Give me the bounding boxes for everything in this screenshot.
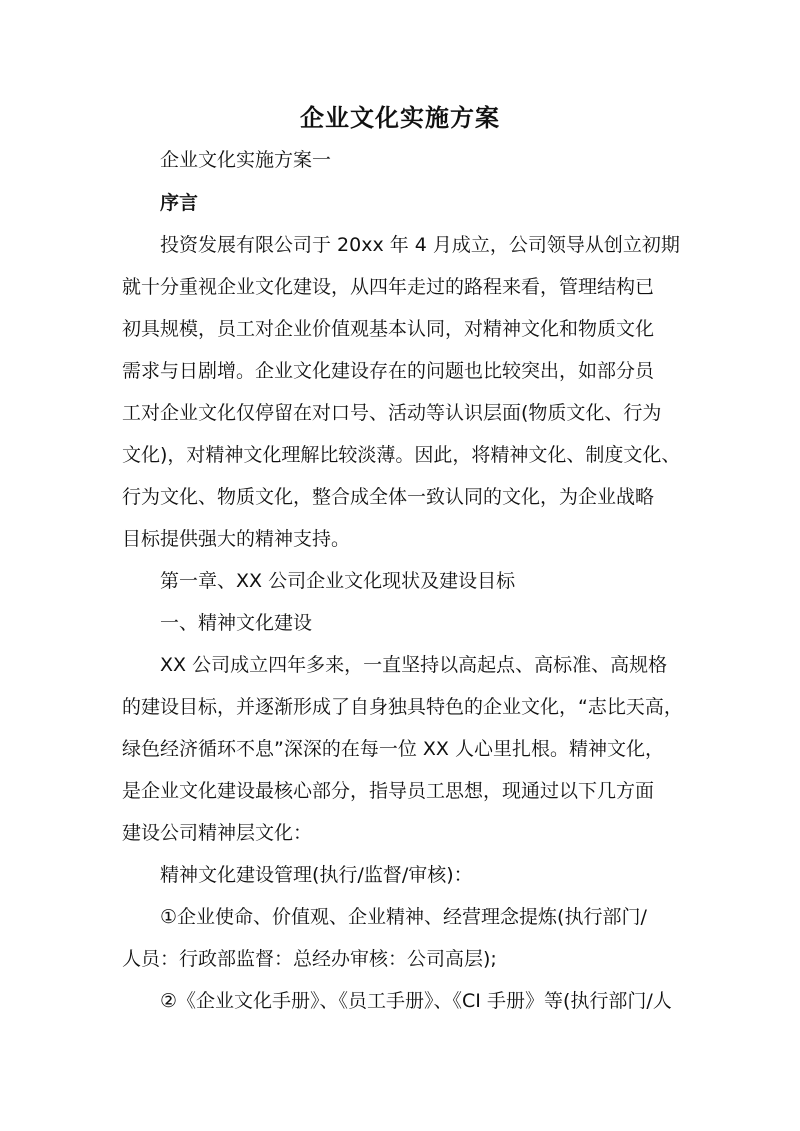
section-line: 建设公司精神层文化： [122, 822, 313, 844]
preface-line: 就十分重视企业文化建设，从四年走过的路程来看，管理结构已 [122, 276, 655, 298]
section-heading: 一、精神文化建设 [160, 612, 313, 634]
list-item-line: ①企业使命、价值观、企业精神、经营理念提炼(执行部门/ [160, 906, 647, 928]
preface-line: 工对企业文化仅停留在对口号、活动等认识层面(物质文化、行为 [122, 402, 662, 424]
preface-line: 行为文化、物质文化，整合成全体一致认同的文化，为企业战略 [122, 486, 655, 508]
preface-heading: 序言 [160, 192, 199, 214]
preface-line: 投资发展有限公司于 20xx 年 4 月成立，公司领导从创立初期 [160, 234, 680, 256]
preface-line: 文化)，对精神文化理解比较淡薄。因此，将精神文化、制度文化、 [122, 444, 681, 466]
section-line: 是企业文化建设最核心部分，指导员工思想，现通过以下几方面 [122, 780, 655, 802]
preface-line: 初具规模，员工对企业价值观基本认同，对精神文化和物质文化 [122, 318, 655, 340]
document-subtitle: 企业文化实施方案一 [160, 149, 332, 171]
section-line: XX 公司成立四年多来，一直坚持以高起点、高标准、高规格 [160, 654, 668, 676]
management-line: 精神文化建设管理(执行/监督/审核)： [160, 864, 473, 886]
chapter-heading: 第一章、XX 公司企业文化现状及建设目标 [160, 570, 516, 592]
section-line: 绿色经济循环不息”深深的在每一位 XX 人心里扎根。精神文化， [122, 738, 664, 760]
list-item-line: 人员：行政部监督：总经办审核：公司高层); [122, 948, 497, 970]
list-item-line: ②《企业文化手册》、《员工手册》、《CI 手册》等(执行部门/人 [160, 990, 672, 1012]
preface-line: 需求与日剧增。企业文化建设存在的问题也比较突出，如部分员 [122, 360, 655, 382]
section-line: 的建设目标，并逐渐形成了自身独具特色的企业文化，“志比天高， [122, 696, 683, 718]
page-title: 企业文化实施方案 [300, 104, 500, 132]
preface-line: 目标提供强大的精神支持。 [122, 528, 351, 550]
